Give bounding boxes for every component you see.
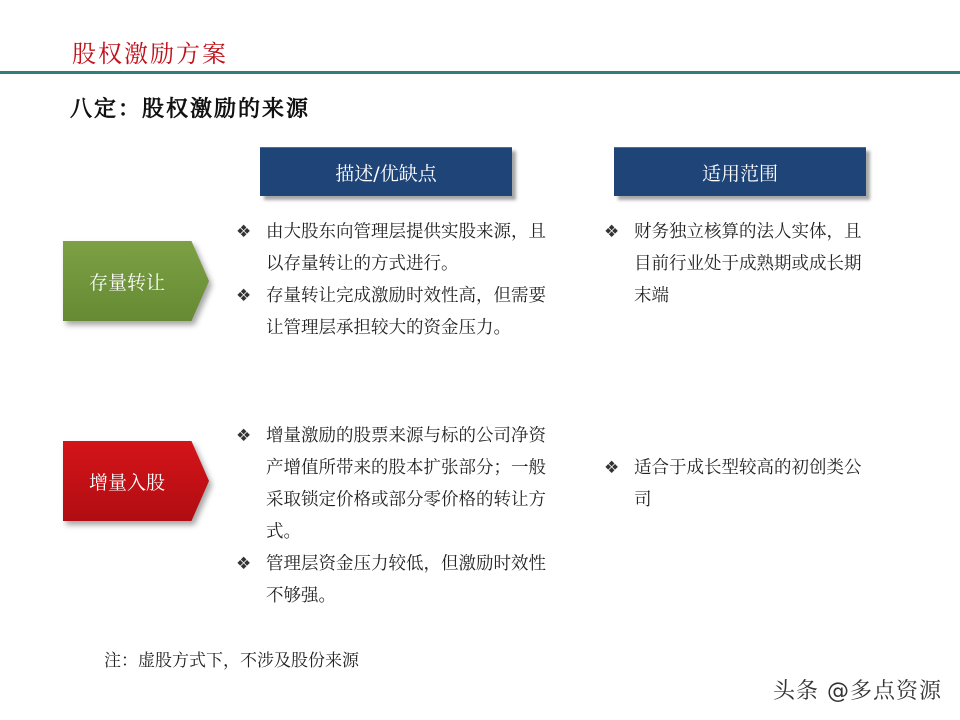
diamond-four-bullet-icon: ❖ (604, 458, 620, 478)
header-title: 股权激励方案 (72, 40, 228, 68)
diamond-four-bullet-icon: ❖ (236, 222, 252, 242)
list-item-text: 适合于成长型较高的初创类公司 (634, 458, 862, 510)
diamond-four-bullet-icon: ❖ (236, 286, 252, 306)
column-header-description: 描述/优缺点 (260, 147, 512, 196)
stock-scope-list (604, 216, 874, 312)
list-item (236, 216, 556, 280)
diamond-four-bullet-icon: ❖ (236, 426, 252, 446)
diamond-four-bullet-icon: ❖ (236, 554, 252, 574)
row-label-text: 存量转让 (88, 271, 165, 294)
row-label-stock-transfer (63, 241, 209, 321)
list-item (236, 420, 556, 548)
incremental-scope-list (604, 452, 874, 516)
footnote: 注：虚股方式下，不涉及股份来源 (104, 651, 359, 671)
list-item-text: 增量激励的股票来源与标的公司净资产增值所带来的股本扩张部分；一般采取锁定价格或部分零价格的转让方式。 (266, 426, 546, 542)
list-item (236, 548, 556, 612)
watermark: 头条 @多点资源 (773, 679, 942, 704)
row-label-incremental-shares (63, 441, 209, 521)
list-item (604, 216, 874, 312)
row-label-text: 增量入股 (88, 471, 165, 494)
incremental-description-list (236, 420, 556, 612)
list-item (236, 280, 556, 344)
list-item-text: 存量转让完成激励时效性高，但需要让管理层承担较大的资金压力。 (266, 286, 546, 338)
list-item-text: 由大股东向管理层提供实股来源，且以存量转让的方式进行。 (266, 222, 546, 274)
list-item (604, 452, 874, 516)
header-divider (0, 71, 960, 74)
section-title: 八定：股权激励的来源 (70, 96, 311, 122)
column-header-scope: 适用范围 (614, 147, 866, 196)
list-item-text: 管理层资金压力较低，但激励时效性不够强。 (266, 554, 546, 606)
stock-description-list (236, 216, 556, 344)
list-item-text: 财务独立核算的法人实体，且目前行业处于成熟期或成长期末端 (634, 222, 862, 306)
diamond-four-bullet-icon: ❖ (604, 222, 620, 242)
